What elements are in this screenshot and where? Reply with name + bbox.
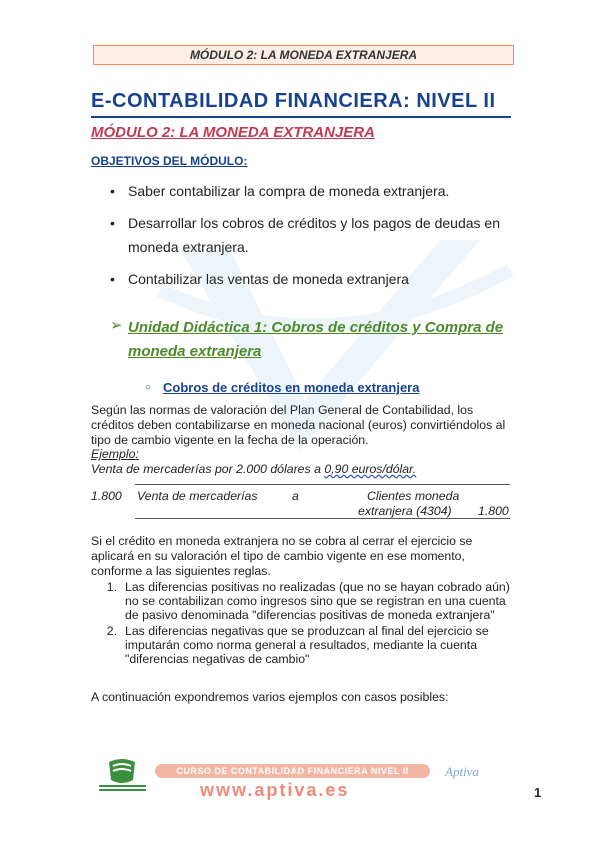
objectives-heading: OBJETIVOS DEL MÓDULO: xyxy=(91,154,248,168)
module-header-banner: MÓDULO 2: LA MONEDA EXTRANJERA xyxy=(93,45,514,65)
list-item xyxy=(91,624,521,666)
objective-text: Contabilizar las ventas de moneda extranjera xyxy=(128,271,409,287)
bullet-icon: • xyxy=(110,183,115,199)
junta-andalucia-logo-icon xyxy=(95,758,150,794)
entry-credit-account-line1: Clientes moneda xyxy=(367,489,460,503)
list-item xyxy=(110,267,530,291)
list-item xyxy=(110,211,530,259)
example-text-prefix: Venta de mercaderías por 2.000 dólares a xyxy=(91,462,325,476)
objective-text: Saber contabilizar la compra de moneda extranjera. xyxy=(128,183,450,199)
list-item xyxy=(110,179,530,203)
list-item xyxy=(91,580,521,622)
footer-url: www.aptiva.es xyxy=(200,780,350,800)
circle-bullet-icon: ○ xyxy=(145,382,152,393)
closing-paragraph: A continuación expondremos varios ejemplos con casos posibles: xyxy=(91,690,449,704)
footer-banner xyxy=(95,758,515,802)
footer-course-banner: CURSO DE CONTABILIDAD FINANCIERA NIVEL II xyxy=(155,764,430,778)
bullet-icon: • xyxy=(110,271,115,287)
rule-text: Las diferencias positivas no realizadas (que no se hayan cobrado aún) no se contabilizan como ingresos sino que se registran en una cuenta de pasivo denominada "diferencias positivas de moneda extranjera" xyxy=(125,580,510,622)
bullet-icon: • xyxy=(110,215,115,231)
page-number: 1 xyxy=(534,785,542,800)
entry-top-rule xyxy=(135,484,510,485)
entry-debit-amount: 1.800 xyxy=(91,489,122,503)
arrow-bullet-icon: ➢ xyxy=(110,317,123,334)
entry-bottom-rule xyxy=(135,518,510,519)
rules-intro-paragraph: Si el crédito en moneda extranjera no se cobra al cerrar el ejercicio se aplicará en su valoración el tipo de cambio vigente en ese momento, conforme a las siguientes reglas. xyxy=(91,534,473,578)
rules-list xyxy=(91,580,521,668)
section-heading: Cobros de créditos en moneda extranjera xyxy=(163,380,420,395)
example-rate: 0,90 euros/dólar. xyxy=(324,462,417,476)
entry-credit-account-line2: extranjera (4304) xyxy=(358,504,452,518)
example-label: Ejemplo: xyxy=(91,447,139,461)
rule-text: Las diferencias negativas que se produzcan al final del ejercicio se imputarán como norma general a resultados, mediante la cuenta "diferencias negativas de cambio" xyxy=(125,624,489,666)
entry-debit-account: Venta de mercaderías xyxy=(137,489,258,503)
title-underline xyxy=(91,116,511,118)
module-subtitle: MÓDULO 2: LA MONEDA EXTRANJERA xyxy=(91,124,375,141)
entry-credit-amount: 1.800 xyxy=(478,504,509,518)
rule-number: 2. xyxy=(106,624,117,638)
intro-paragraph: Según las normas de valoración del Plan General de Contabilidad, los créditos deben contabilizarse en moneda nacional (euros) convirtiéndolos al tipo de cambio vigente en la fecha de la operación. xyxy=(91,403,506,447)
aptiva-logo: Aptiva xyxy=(445,764,479,779)
page-title: E-CONTABILIDAD FINANCIERA: NIVEL II xyxy=(91,90,496,112)
unit-title xyxy=(110,316,520,364)
objective-text: Desarrollar los cobros de créditos y los pagos de deudas en moneda extranjera. xyxy=(128,215,500,255)
objectives-list xyxy=(110,179,530,299)
entry-separator: a xyxy=(292,489,299,503)
unit-title-text: Unidad Didáctica 1: Cobros de créditos y Compra de moneda extranjera xyxy=(128,319,504,360)
rule-number: 1. xyxy=(106,580,117,594)
example-text xyxy=(91,462,416,476)
